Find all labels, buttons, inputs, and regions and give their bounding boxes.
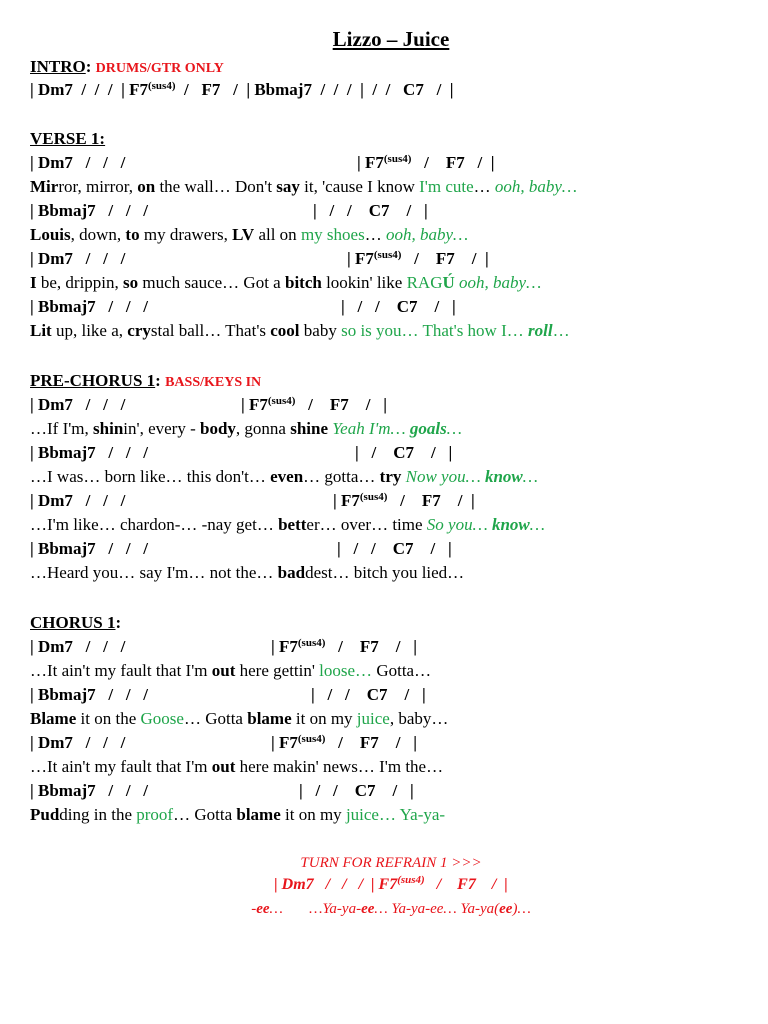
- lyric-segment: bitch: [284, 273, 322, 292]
- chord-seg: | Bbmaj7 / / /: [30, 539, 149, 558]
- chord-seg: | Bbmaj7 / / /: [30, 297, 149, 316]
- lyric-segment: ee: [361, 901, 375, 917]
- chord-seg: | Dm7 / / /: [30, 395, 126, 414]
- chord-seg: | $F7^{(sus4)}$ / F7 / |: [333, 491, 475, 510]
- lyric-segment: RAG: [406, 273, 443, 292]
- lyric-segment: , baby…: [389, 709, 449, 728]
- lyric-segment: goals: [409, 419, 447, 438]
- lyric-segment: bad: [277, 563, 306, 582]
- lyric-segment: proof: [136, 805, 174, 824]
- chord-seg: | $F7^{(sus4)}$ / F7 / |: [357, 153, 495, 172]
- footer-lyric: [0, 898, 768, 920]
- chorus1-header: CHORUS 1:: [30, 613, 122, 632]
- intro-label: INTRO: [30, 57, 86, 76]
- chorus1-lyric-4: [30, 804, 445, 826]
- verse1-label: VERSE 1:: [30, 129, 106, 148]
- lyric-segment: Ú: [442, 273, 455, 292]
- lyric-segment: Louis: [30, 225, 71, 244]
- lyric-segment: loose…: [319, 661, 373, 680]
- chord-seg: | / / C7 / |: [299, 781, 414, 800]
- lyric-segment: my drawers,: [139, 225, 233, 244]
- lyric-segment: so is you… That's how I…: [341, 321, 528, 340]
- lyric-segment: Now you…: [401, 467, 485, 486]
- lyric-segment: …I'm like… chardon-… -nay get…: [30, 515, 279, 534]
- lyric-segment: …It ain't my fault that I'm: [30, 661, 212, 680]
- intro-chord-sup: (sus4): [147, 80, 176, 92]
- footer-chords: | Dm7 / / / | $F7^{(sus4)}$ / F7 / |: [274, 874, 508, 893]
- chord-seg: | Dm7 / / /: [30, 637, 126, 656]
- lyric-segment: juice… Ya-ya-: [345, 805, 446, 824]
- lyric-segment: , down,: [70, 225, 126, 244]
- chord-seg: | / C7 / |: [355, 443, 453, 462]
- lyric-segment: cry: [127, 321, 151, 340]
- lyric-segment: Pud: [30, 805, 60, 824]
- lyric-segment: here gettin': [235, 661, 320, 680]
- chorus1-lyric-3: [30, 756, 443, 778]
- lyric-segment: …Heard you… say I'm… not the…: [30, 563, 278, 582]
- lyric-segment: shin: [93, 419, 124, 438]
- lyric-segment: bett: [278, 515, 307, 534]
- lyric-segment: blame: [247, 709, 292, 728]
- chord-seg: | Dm7 / / /: [30, 491, 126, 510]
- lyric-segment: I'm cute: [419, 177, 474, 196]
- lyric-segment: …I was… born like… this don't…: [30, 467, 271, 486]
- lyric-segment: ror, mirror,: [58, 177, 138, 196]
- lyric-segment: it on the: [76, 709, 141, 728]
- lyric-segment: cool: [270, 321, 300, 340]
- lyric-segment: say: [276, 177, 300, 196]
- chord-seg: | / / C7 / |: [313, 201, 428, 220]
- chord-seg: | Bbmaj7 / / /: [30, 781, 149, 800]
- lyric-segment: it on my: [280, 805, 346, 824]
- intro-chords: [30, 79, 454, 101]
- lyric-segment: to: [125, 225, 140, 244]
- lyric-segment: blame: [236, 805, 281, 824]
- lyric-segment: stal ball… That's: [150, 321, 271, 340]
- chorus1-chords-1: [30, 636, 417, 658]
- lyric-segment: body: [199, 419, 236, 438]
- lyric-segment: here makin' news… I'm the…: [235, 757, 444, 776]
- lyric-segment: -: [251, 901, 257, 917]
- prechorus1-chords-3: [30, 490, 475, 512]
- lyric-segment: I: [30, 273, 37, 292]
- chord-seg: | $F7^{(sus4)}$ / F7 / |: [271, 733, 417, 752]
- lyric-segment: all on: [254, 225, 301, 244]
- prechorus1-lyric-2: [30, 466, 538, 488]
- lyric-segment: …: [473, 177, 495, 196]
- chord-seg: | / / C7 / |: [311, 685, 426, 704]
- chord-seg: | Bbmaj7 / / /: [30, 685, 149, 704]
- chord-seg: | Dm7 / / /: [30, 153, 126, 172]
- lyric-segment: … Gotta: [183, 709, 248, 728]
- lyric-segment: … Gotta: [173, 805, 237, 824]
- prechorus1-lyric-1: [30, 418, 462, 440]
- chord-seg: | Bbmaj7 / / /: [30, 443, 149, 462]
- lyric-segment: Yeah I'm…: [328, 419, 410, 438]
- lyric-segment: know: [484, 467, 523, 486]
- chorus1-chords-3: [30, 732, 417, 754]
- lyric-segment: …: [552, 321, 570, 340]
- lyric-segment: ooh, baby…: [494, 177, 578, 196]
- chord-seg: | Bbmaj7 / / /: [30, 201, 149, 220]
- lyric-segment: …If I'm,: [30, 419, 94, 438]
- prechorus1-chords-4: [30, 538, 452, 560]
- prechorus1-chords-2: [30, 442, 453, 464]
- intro-chord-seg-2: / F7 / | Bbmaj7 / / / | / / C7 / |: [175, 80, 454, 99]
- intro-note: DRUMS/GTR ONLY: [95, 61, 224, 76]
- lyric-segment: ooh, baby…: [385, 225, 469, 244]
- lyric-segment: …: [529, 515, 545, 534]
- chord-seg: | Dm7 / / /: [30, 733, 126, 752]
- turn-page-note: TURN FOR REFRAIN 1 >>>: [300, 855, 482, 871]
- lyric-segment: it on my: [291, 709, 357, 728]
- lyric-segment: ee: [256, 901, 270, 917]
- lyric-segment: try: [379, 467, 402, 486]
- lyric-segment: …: [446, 419, 462, 438]
- lyric-segment: even: [270, 467, 304, 486]
- lyric-segment: in', every -: [123, 419, 200, 438]
- verse1-header: [30, 128, 105, 150]
- prechorus1-lyric-3: [30, 514, 545, 536]
- chorus1-chords-2: [30, 684, 426, 706]
- lyric-segment: Gotta…: [372, 661, 432, 680]
- lyric-segment: the wall… Don't: [155, 177, 277, 196]
- lyric-segment: Goose: [140, 709, 184, 728]
- lyric-segment: Lit: [30, 321, 52, 340]
- lyric-segment: out: [211, 757, 236, 776]
- intro-header: INTRO: DRUMS/GTR ONLY: [30, 57, 224, 76]
- verse1-lyric-3: [30, 272, 541, 294]
- lyric-segment: … gotta…: [303, 467, 380, 486]
- lyric-segment: it, 'cause I know: [299, 177, 420, 196]
- verse1-lyric-2: [30, 224, 468, 246]
- lyric-segment: ooh, baby…: [454, 273, 542, 292]
- prechorus1-header: PRE-CHORUS 1: BASS/KEYS IN: [30, 371, 262, 390]
- lyric-segment: er… over… time: [306, 515, 427, 534]
- lyric-segment: LV: [232, 225, 255, 244]
- chord-seg: | $F7^{(sus4)}$ / F7 / |: [241, 395, 387, 414]
- chord-seg: | / / C7 / |: [337, 539, 452, 558]
- verse1-lyric-4: [30, 320, 570, 342]
- lyric-segment: ee: [499, 901, 513, 917]
- prechorus1-label: PRE-CHORUS 1: [30, 371, 156, 390]
- prechorus1-note: BASS/KEYS IN: [165, 375, 262, 390]
- chorus1-lyric-2: [30, 708, 448, 730]
- lyric-segment: shine: [290, 419, 328, 438]
- lyric-segment: roll: [528, 321, 553, 340]
- chorus1-chords-4: [30, 780, 414, 802]
- lyric-segment: …: [522, 467, 538, 486]
- lyric-segment: … Ya-ya-ee… Ya-ya(: [374, 901, 500, 917]
- lyric-segment: out: [211, 661, 236, 680]
- lyric-segment: juice: [356, 709, 390, 728]
- lyric-segment: my shoes: [300, 225, 365, 244]
- lyric-segment: So you…: [426, 515, 492, 534]
- verse1-chords-4: [30, 296, 456, 318]
- verse1-chords-3: [30, 248, 489, 270]
- chorus1-lyric-1: [30, 660, 431, 682]
- lyric-segment: … …Ya-ya-: [269, 901, 362, 917]
- lyric-segment: Mir: [30, 177, 59, 196]
- chord-seg: | Dm7 / / /: [30, 249, 126, 268]
- chord-seg: | $F7^{(sus4)}$ / F7 / |: [271, 637, 417, 656]
- chord-seg: | $F7^{(sus4)}$ / F7 / |: [347, 249, 489, 268]
- lyric-segment: up, like a,: [51, 321, 128, 340]
- lyric-segment: on: [137, 177, 156, 196]
- lyric-segment: lookin' like: [321, 273, 407, 292]
- lyric-segment: …It ain't my fault that I'm: [30, 757, 212, 776]
- lyric-segment: so: [123, 273, 139, 292]
- lyric-segment: ding in the: [59, 805, 137, 824]
- verse1-chords-1: [30, 152, 495, 174]
- lyric-segment: be, drippin,: [36, 273, 124, 292]
- chord-seg: | / / C7 / |: [341, 297, 456, 316]
- verse1-chords-2: [30, 200, 428, 222]
- lyric-segment: , gonna: [235, 419, 291, 438]
- lyric-segment: much sauce… Got a: [138, 273, 285, 292]
- lyric-segment: …: [364, 225, 386, 244]
- lyric-segment: dest… bitch you lied…: [305, 563, 465, 582]
- prechorus1-lyric-4: [30, 562, 464, 584]
- lyric-segment: )…: [512, 901, 531, 917]
- lyric-segment: baby: [299, 321, 342, 340]
- verse1-lyric-1: [30, 176, 577, 198]
- lyric-segment: Blame: [30, 709, 77, 728]
- chorus1-label: CHORUS 1: [30, 613, 116, 632]
- intro-chord-seg-1: | Dm7 / / / | F7: [30, 80, 148, 99]
- prechorus1-chords-1: [30, 394, 387, 416]
- lyric-segment: know: [491, 515, 530, 534]
- page-title: Lizzo – Juice: [332, 27, 450, 51]
